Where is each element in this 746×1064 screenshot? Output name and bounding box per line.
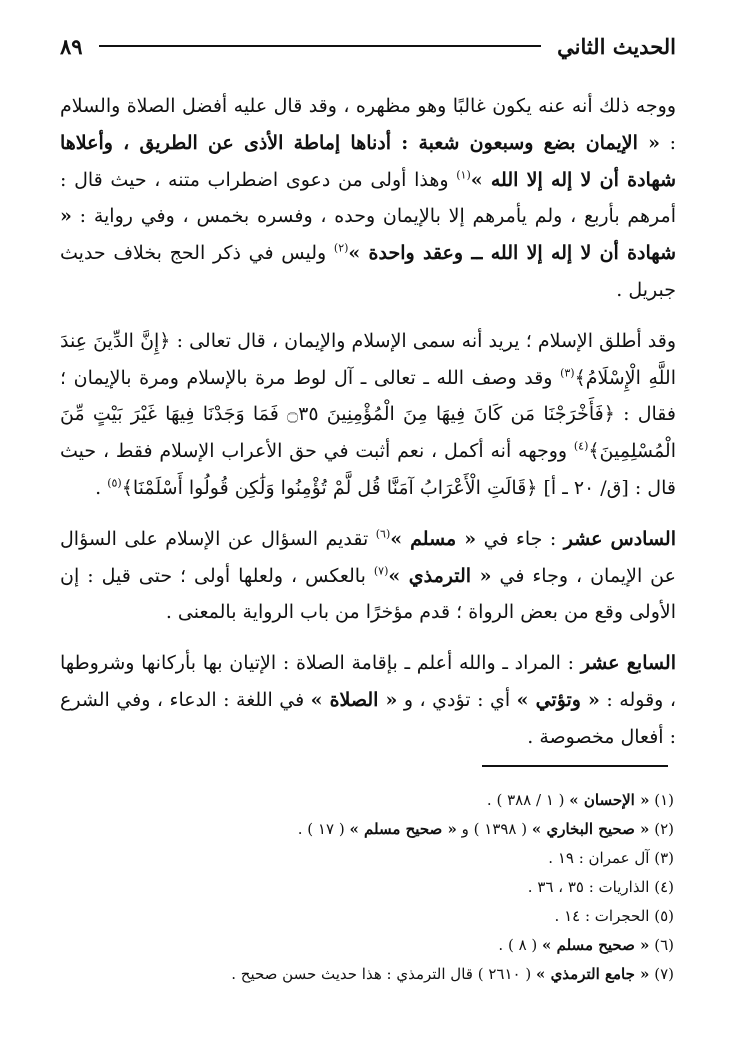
footnote-text: آل عمران : ١٩ . [548,849,655,867]
chapter-title: الحديث الثاني [557,33,676,59]
text-span: ووجهه أنه أكمل ، نعم أثبت في حق الأعراب الإسلام فقط ، حيث قال : [ق/ ٢٠ ـ أ] [60,440,676,499]
quoted-word: « الصلاة » [310,688,398,711]
text-span: وقد أطلق الإسلام ؛ يريد أنه سمى الإسلام والإيمان ، قال تعالى : [170,329,676,352]
footnote-text: الذاريات : ٣٥ ، ٣٦ . [527,878,655,896]
footnote-text: ( ١٧ ) . [297,820,350,838]
paragraph-2 [60,323,676,507]
quran-verse: ﴿فَأَخْرَجْنَا مَن كَانَ فِيهَا مِنَ الْمُؤْمِنِينَ ۝٣٥ فَمَا وَجَدْنَا فِيهَا غَيْرَ بَيْتٍ مِّنَ الْمُسْلِمِينَ﴾ [60,403,676,463]
footnote-number: (٣) [654,849,674,867]
section-heading: السادس عشر [563,527,676,550]
footnote-ref: (٢) [333,241,349,255]
paragraph-3 [60,521,676,631]
quoted-word: « وتؤتي » [516,688,600,711]
text-span: وهذا أولى من دعوى اضطراب متنه ، حيث قال : أمرهم بأربع ، ولم يأمرهم إلا بالإيمان وحده ، وفسره بخمس ، وفي رواية : [60,168,676,228]
text-span: تقديم السؤال عن الإسلام على السؤال عن الإيمان ، وجاء في [60,527,676,587]
footnote-7 [60,960,674,989]
footnote-number: (٤) [654,878,674,896]
footnote-number: (٢) [654,820,674,838]
text-span: أي : تؤدي ، و [397,688,517,711]
footnote-text: ( ٢٦١٠ ) قال الترمذي : هذا حديث حسن صحيح . [231,965,536,983]
footnote-number: (١) [654,791,674,809]
footnote-ref: (٣) [560,366,575,380]
footnote-text: ( ١٣٩٨ ) و [456,820,532,838]
footnote-source: « الإحسان » [569,791,650,809]
paragraph-4 [60,645,676,755]
footnote-number: (٥) [654,907,674,925]
hadith-quote: « الإيمان بضع وسبعون شعبة : أدناها إماطة الأذى عن الطريق ، وأعلاها شهادة أن لا إله إلا الله » [60,131,676,191]
footnote-ref: (٧) [373,564,389,578]
footnote-source: « صحيح مسلم » [542,936,650,954]
section-heading: السابع عشر [580,652,676,675]
footnote-2 [60,815,674,844]
footnote-number: (٦) [654,936,674,954]
footnote-text: الحجرات : ١٤ . [554,907,655,925]
footnotes [60,786,674,989]
footnote-number: (٧) [654,965,674,983]
text-span: ووجه ذلك أنه عنه يكون غالبًا وهو مظهره ، وقد قال عليه أفضل الصلاة والسلام : [60,95,676,154]
hadith-quote: « شهادة أن لا إله إلا الله ــ وعقد واحدة » [60,205,676,265]
text-span: في اللغة : الدعاء ، وفي الشرع : أفعال مخصوصة . [60,688,676,748]
footnote-4 [60,873,674,902]
footnote-text: ( ١ / ٣٨٨ ) . [486,791,570,809]
paragraph-1 [60,88,676,309]
quran-verse: ﴿إِنَّ الدِّينَ عِندَ اللَّهِ الْإِسْلَامُ﴾ [60,329,676,389]
footnote-6 [60,931,674,960]
source-name: « الترمذي » [388,564,492,587]
header-rule [99,45,542,47]
main-text [60,88,676,770]
footnote-ref: (٤) [573,439,589,453]
text-span: : جاء في [476,527,564,550]
page-header [60,26,676,66]
footnote-3 [60,844,674,873]
quran-verse: ﴿قَالَتِ الْأَعْرَابُ آمَنَّا قُل لَّمْ تُؤْمِنُوا وَلَٰكِن قُولُوا أَسْلَمْنَا﴾ [121,476,538,499]
footnote-1 [60,786,674,815]
footnote-source: « صحيح مسلم » [349,820,457,838]
text-span: بالعكس ، ولعلها أولى ؛ حتى قيل : إن الأولى وقع من بعض الرواة ؛ قدم مؤخرًا من باب الرواية بالمعنى . [60,564,676,624]
footnote-ref: (٥) [107,476,122,490]
page-number: ٨٩ [60,33,83,59]
footnote-text: ( ٨ ) . [498,936,543,954]
text-span: . [95,476,108,499]
footnote-ref: (٦) [375,527,391,541]
footnote-source: « جامع الترمذي » [535,965,650,983]
source-name: « مسلم » [390,527,477,550]
footnote-ref: (١) [456,168,471,182]
footnote-5 [60,902,674,931]
text-span: وقد وصف الله ـ تعالى ـ آل لوط مرة بالإسلام ومرة بالإيمان ؛ فقال : [60,366,676,426]
footnote-source: « صحيح البخاري » [531,820,650,838]
footnote-separator [482,765,668,767]
text-span: وليس في ذكر الحج بخلاف حديث جبريل . [60,242,676,301]
text-span: : المراد ـ والله أعلم ـ بإقامة الصلاة : الإتيان بها بأركانها وشروطها ، وقوله : [60,652,676,711]
